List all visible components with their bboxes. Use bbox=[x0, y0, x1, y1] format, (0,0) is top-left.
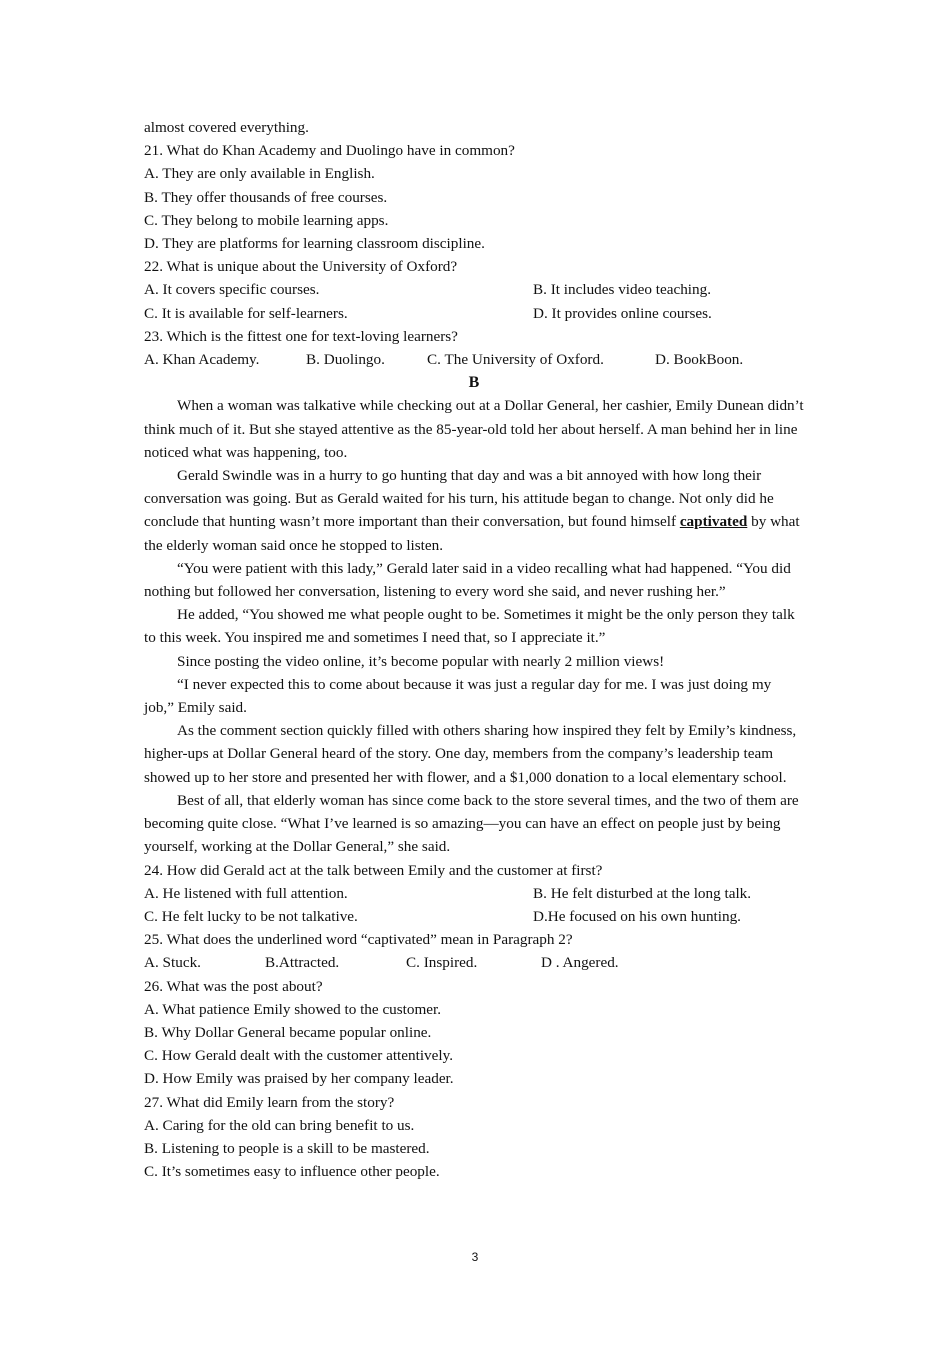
q21-option-c: C. They belong to mobile learning apps. bbox=[144, 211, 389, 229]
q26-option-a: A. What patience Emily showed to the customer. bbox=[144, 1000, 442, 1018]
passage-paragraph-2 bbox=[144, 464, 804, 557]
q24-option-d: D.He focused on his own hunting. bbox=[533, 907, 741, 925]
q27-stem: 27. What did Emily learn from the story? bbox=[144, 1093, 395, 1111]
q22-options-row2 bbox=[144, 302, 804, 325]
q21-option-d: D. They are platforms for learning classroom discipline. bbox=[144, 235, 485, 253]
q24-option-b: B. He felt disturbed at the long talk. bbox=[533, 884, 752, 902]
q25-option-a: A. Stuck. bbox=[144, 954, 201, 972]
q22-option-a: A. It covers specific courses. bbox=[144, 281, 320, 299]
q23-option-a: A. Khan Academy. bbox=[144, 351, 260, 369]
q27-option-a: A. Caring for the old can bring benefit to us. bbox=[144, 1116, 415, 1134]
q24-option-a: A. He listened with full attention. bbox=[144, 884, 348, 902]
q21-stem: 21. What do Khan Academy and Duolingo have in common? bbox=[144, 142, 515, 160]
q24-options-row2 bbox=[144, 905, 804, 928]
q25-option-c: C. Inspired. bbox=[406, 954, 478, 972]
q22-options-row1 bbox=[144, 278, 804, 301]
section-b-heading: B bbox=[468, 374, 480, 392]
q26-stem: 26. What was the post about? bbox=[144, 977, 323, 995]
passage-paragraph-6: “I never expected this to come about because it was just a regular day for me. I was just doing my job,” Emily said. bbox=[144, 675, 772, 717]
q22-option-c: C. It is available for self-learners. bbox=[144, 304, 348, 322]
q22-stem: 22. What is unique about the University of Oxford? bbox=[144, 258, 458, 276]
q25-option-d: D . Angered. bbox=[541, 954, 619, 972]
p2-before: Gerald Swindle was in a hurry to go hunting that day and was a bit annoyed with how long their conversation was going. But as Gerald waited for his turn, his attitude began to change. Not only did he conclude that hunting wasn’t more important than their conversation, but found himself bbox=[144, 467, 774, 531]
q21-option-a: A. They are only available in English. bbox=[144, 165, 375, 183]
q26-option-c: C. How Gerald dealt with the customer attentively. bbox=[144, 1047, 454, 1065]
q24-option-c: C. He felt lucky to be not talkative. bbox=[144, 907, 358, 925]
q24-stem: 24. How did Gerald act at the talk between Emily and the customer at first? bbox=[144, 861, 603, 879]
passage-paragraph-4: He added, “You showed me what people ought to be. Sometimes it might be the only person they talk to this week. You inspired me and sometimes I need that, so I appreciate it.” bbox=[144, 606, 795, 647]
q27-option-b: B. Listening to people is a skill to be mastered. bbox=[144, 1139, 430, 1157]
page-number: 3 bbox=[471, 1250, 479, 1264]
passage-paragraph-8: Best of all, that elderly woman has since come back to the store several times, and the two of them are becoming quite close. “What I’ve learned is so amazing—you can have an effect on people just by being yourself, working at the Dollar General,” she said. bbox=[144, 791, 799, 856]
q23-stem: 23. Which is the fittest one for text-loving learners? bbox=[144, 327, 458, 345]
q25-stem: 25. What does the underlined word “captivated” mean in Paragraph 2? bbox=[144, 931, 573, 949]
q23-options bbox=[144, 348, 804, 371]
q22-option-d: D. It provides online courses. bbox=[533, 304, 712, 322]
q26-option-d: D. How Emily was praised by her company leader. bbox=[144, 1070, 454, 1088]
p2-after: by what the elderly woman said once he stopped to listen. bbox=[144, 513, 800, 554]
passage-paragraph-7: As the comment section quickly filled with others sharing how inspired they felt by Emily’s kindness, higher-ups at Dollar General heard of the story. One day, members from the company’s leadership team showed up to her store and presented her with flower, and a $1,000 donation to a local elementary school. bbox=[144, 722, 797, 786]
q23-option-d: D. BookBoon. bbox=[655, 351, 744, 369]
intro-tail: almost covered everything. bbox=[144, 119, 309, 136]
underlined-word-captivated: captivated bbox=[679, 513, 748, 531]
passage-paragraph-3: “You were patient with this lady,” Gerald later said in a video recalling what had happened. “You did nothing but followed her conversation, listening to every word she said, and never rushing her.” bbox=[144, 559, 791, 601]
q24-options-row1 bbox=[144, 882, 804, 905]
q22-option-b: B. It includes video teaching. bbox=[533, 281, 711, 299]
q23-option-c: C. The University of Oxford. bbox=[427, 351, 604, 369]
passage-paragraph-1: When a woman was talkative while checking out at a Dollar General, her cashier, Emily Dunean didn’t think much of it. But she stayed attentive as the 85-year-old told her about herself. A man behind her in line noticed what was happening, too. bbox=[144, 397, 804, 461]
passage-paragraph-5: Since posting the video online, it’s become popular with nearly 2 million views! bbox=[177, 652, 665, 670]
q27-option-c: C. It’s sometimes easy to influence other people. bbox=[144, 1163, 440, 1181]
q25-options bbox=[144, 951, 804, 974]
q21-option-b: B. They offer thousands of free courses. bbox=[144, 188, 388, 206]
q26-option-b: B. Why Dollar General became popular online. bbox=[144, 1023, 432, 1041]
q25-option-b: B.Attracted. bbox=[265, 954, 340, 972]
q23-option-b: B. Duolingo. bbox=[306, 351, 385, 369]
document-page bbox=[144, 116, 804, 1183]
